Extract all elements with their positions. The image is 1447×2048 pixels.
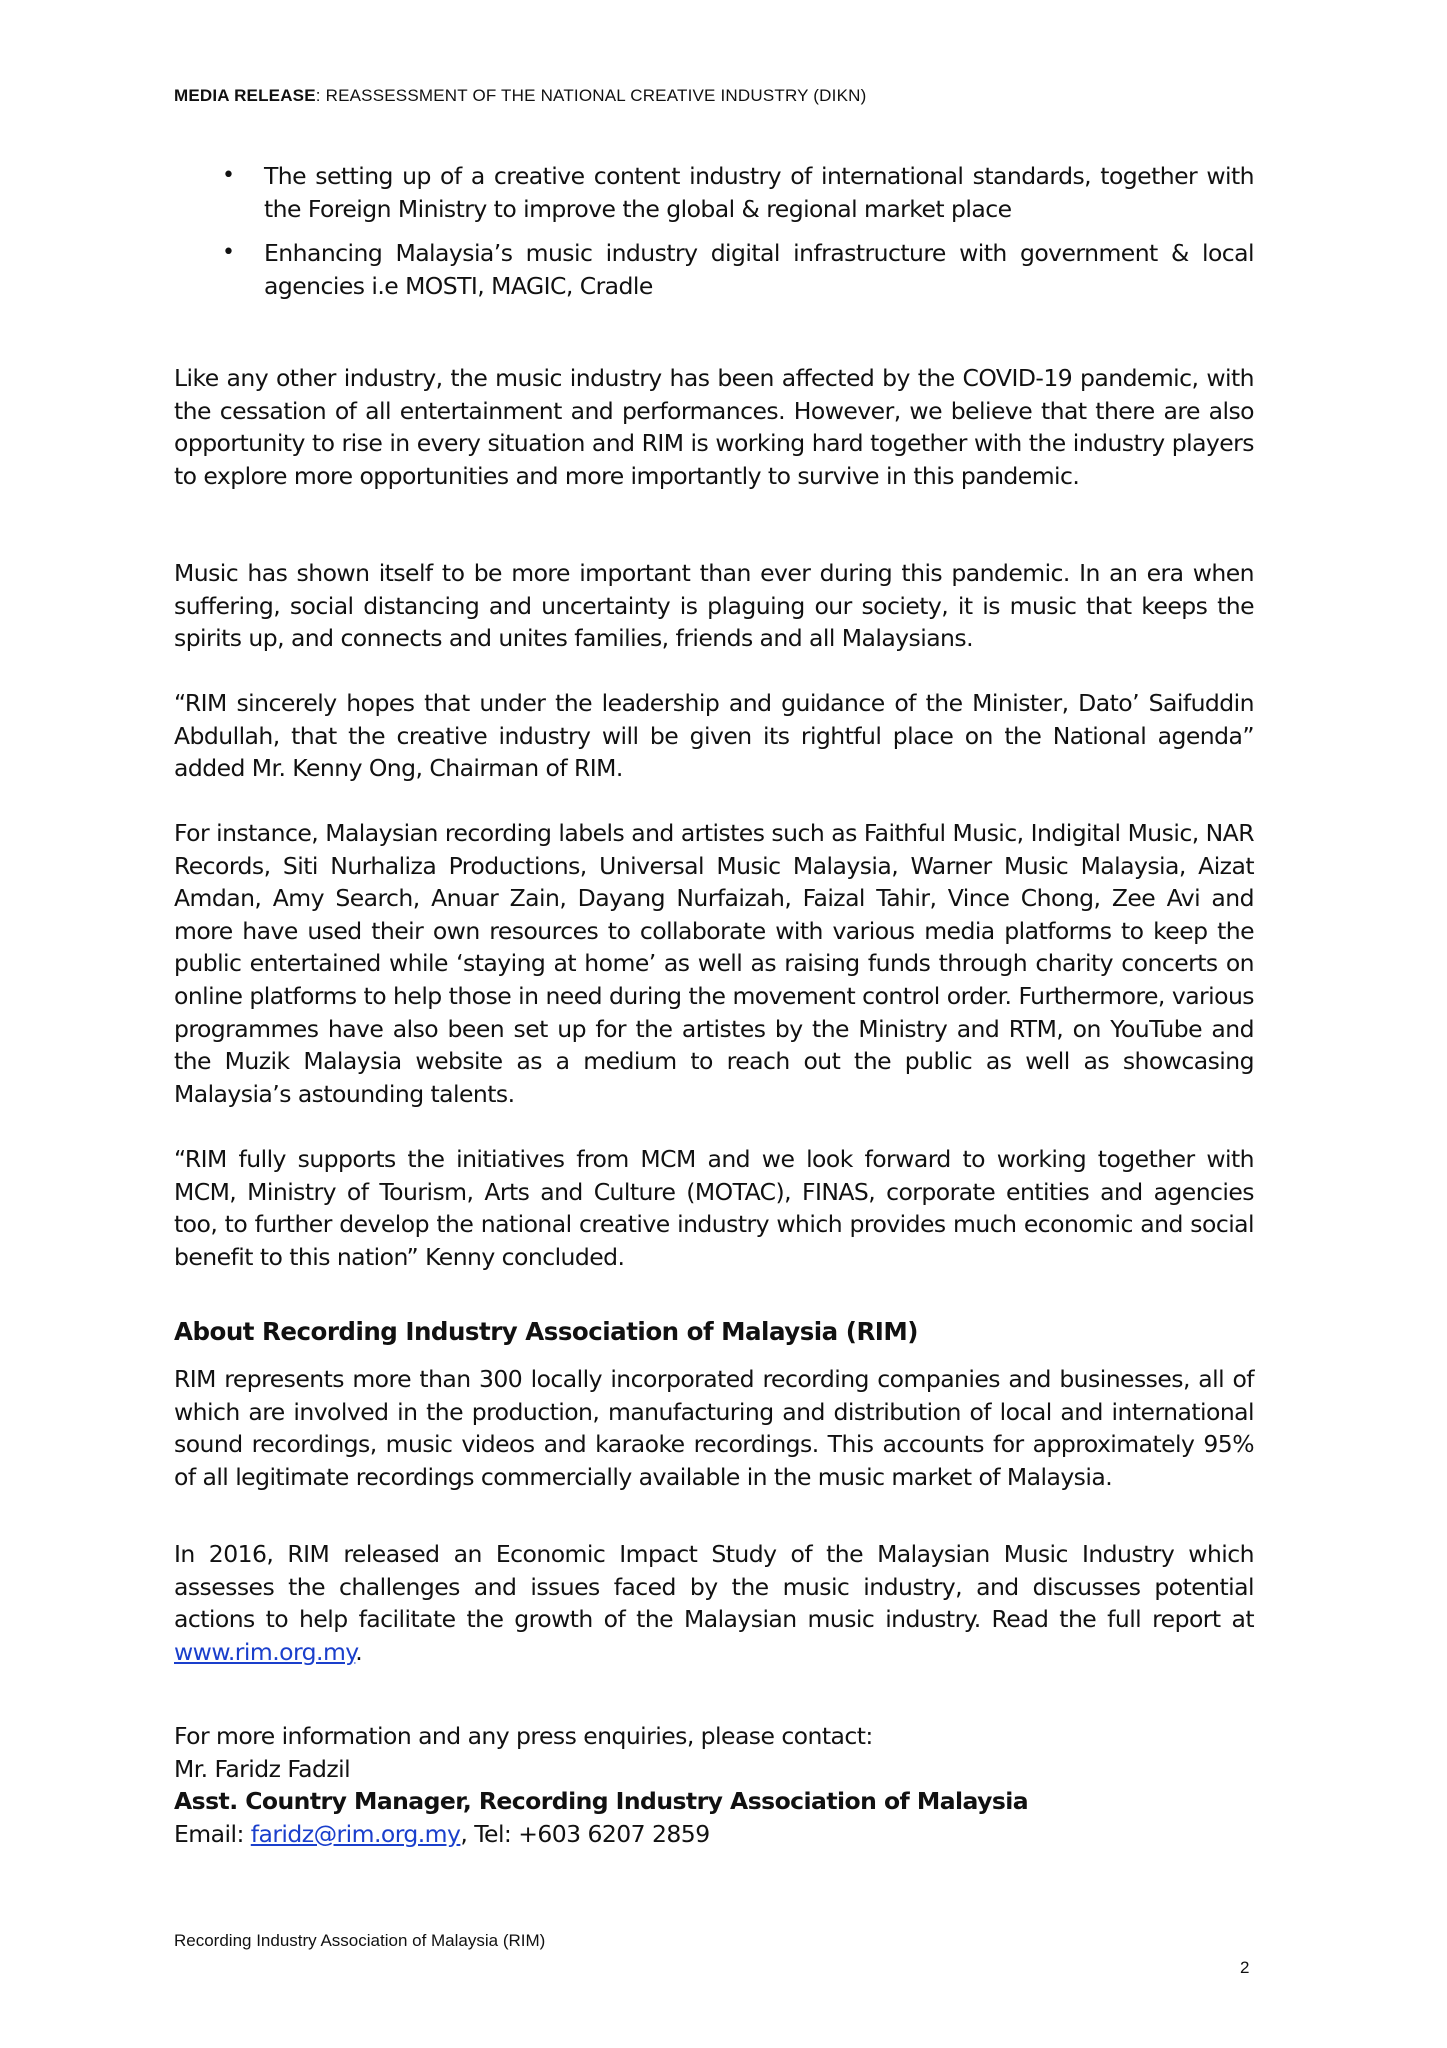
page-footer: Recording Industry Association of Malaysia (RIM) [174, 1931, 546, 1950]
about-paragraph-1 [174, 1363, 1254, 1493]
bullet-list [174, 160, 1254, 314]
paragraph-music-importance [174, 557, 1254, 655]
contact-title: Asst. Country Manager, Recording Industry Association of Malaysia [174, 1787, 1029, 1816]
bullet-item [174, 237, 1254, 302]
rim-website-link[interactable]: www.rim.org.my [174, 1637, 356, 1666]
bullet-text: Enhancing Malaysia’s music industry digital infrastructure with government & local agencies i.e MOSTI, MAGIC, Cradle [264, 239, 1254, 300]
paragraph-labels-artistes [174, 817, 1254, 1110]
email-link[interactable]: faridz@rim.org.my [250, 1819, 461, 1848]
bullet-text: The setting up of a creative content industry of international standards, together with the Foreign Ministry to improve the global & regional market place [264, 162, 1254, 223]
header-title: : REASSESSMENT OF THE NATIONAL CREATIVE INDUSTRY (DIKN) [315, 86, 867, 105]
contact-name: Mr. Faridz Fadzil [174, 1754, 351, 1783]
paragraph-covid [174, 362, 1254, 492]
bullet-icon: • [222, 240, 235, 266]
paragraph-text: Music has shown itself to be more important than ever during this pandemic. In an era when suffering, social distancing and uncertainty is plaguing our society, it is music that keeps the spirits up, and connects and unites families, friends and all Malaysians. [174, 559, 1254, 653]
bullet-item [174, 160, 1254, 225]
paragraph-text: Like any other industry, the music industry has been affected by the COVID-19 pandemic, with the cessation of all entertainment and performances. However, we believe that there are also opportunity to rise in every situation and RIM is working hard together with the industry players to explore more opportunities and more importantly to survive in this pandemic. [174, 364, 1254, 490]
contact-intro: For more information and any press enquiries, please contact: [174, 1722, 873, 1750]
contact-line [174, 1818, 1254, 1851]
paragraph-text-body: In 2016, RIM released an Economic Impact Study of the Malaysian Music Industry which assesses the challenges and issues faced by the music industry, and discusses potential actions to help facilitate the growth of the Malaysian music industry. Read the full report at [174, 1540, 1254, 1634]
header-label: MEDIA RELEASE [174, 86, 316, 105]
paragraph-quote-minister [174, 687, 1254, 785]
paragraph-text: For instance, Malaysian recording labels and artistes such as Faithful Music, Indigital Music, NAR Records, Siti Nurhaliza Productions, Universal Music Malaysia, Warner Music Malaysia, Aizat Amdan, Amy Search, Anuar Zain, Dayang Nurfaizah, Faizal Tahir, Vince Chong, Zee Avi and more have used their own resources to collaborate with various media platforms to keep the public entertained while ‘staying at home’ as well as raising funds through charity concerts on online platforms to help those in need during the movement control order. Furthermore, various programmes have also been set up for the artistes by the Ministry and RTM, on YouTube and the Muzik Malaysia website as a medium to reach out the public as well as showcasing Malaysia’s astounding talents. [174, 819, 1254, 1108]
paragraph-text: RIM represents more than 300 locally incorporated recording companies and businesses, all of which are involved in the production, manufacturing and distribution of local and international sound recordings, music videos and karaoke recordings. This accounts for approximately 95% of all legitimate recordings commercially available in the music market of Malaysia. [174, 1365, 1254, 1491]
paragraph-quote-kenny [174, 1143, 1254, 1273]
page-number: 2 [1240, 1958, 1250, 1977]
paragraph-text-end: . [355, 1637, 363, 1666]
email-label: Email: [174, 1819, 251, 1848]
paragraph-text: “RIM sincerely hopes that under the leadership and guidance of the Minister, Dato’ Saifuddin Abdullah, that the creative industry will be given its rightful place on the National agenda” added Mr. Kenny Ong, Chairman of RIM. [174, 689, 1254, 783]
bullet-icon: • [222, 163, 235, 188]
about-paragraph-2 [174, 1538, 1254, 1668]
page-header [174, 86, 1274, 106]
paragraph-text: “RIM fully supports the initiatives from MCM and we look forward to working together with MCM, Ministry of Tourism, Arts and Culture (MOTAC), FINAS, corporate entities and agencies too, to further develop the national creative industry which provides much economic and social benefit to this nation” Kenny concluded. [174, 1145, 1254, 1271]
about-heading: About Recording Industry Association of Malaysia (RIM) [174, 1317, 918, 1346]
telephone-text: , Tel: +603 6207 2859 [460, 1819, 710, 1848]
contact-block [174, 1720, 1254, 1850]
paragraph-text [174, 1538, 1254, 1668]
